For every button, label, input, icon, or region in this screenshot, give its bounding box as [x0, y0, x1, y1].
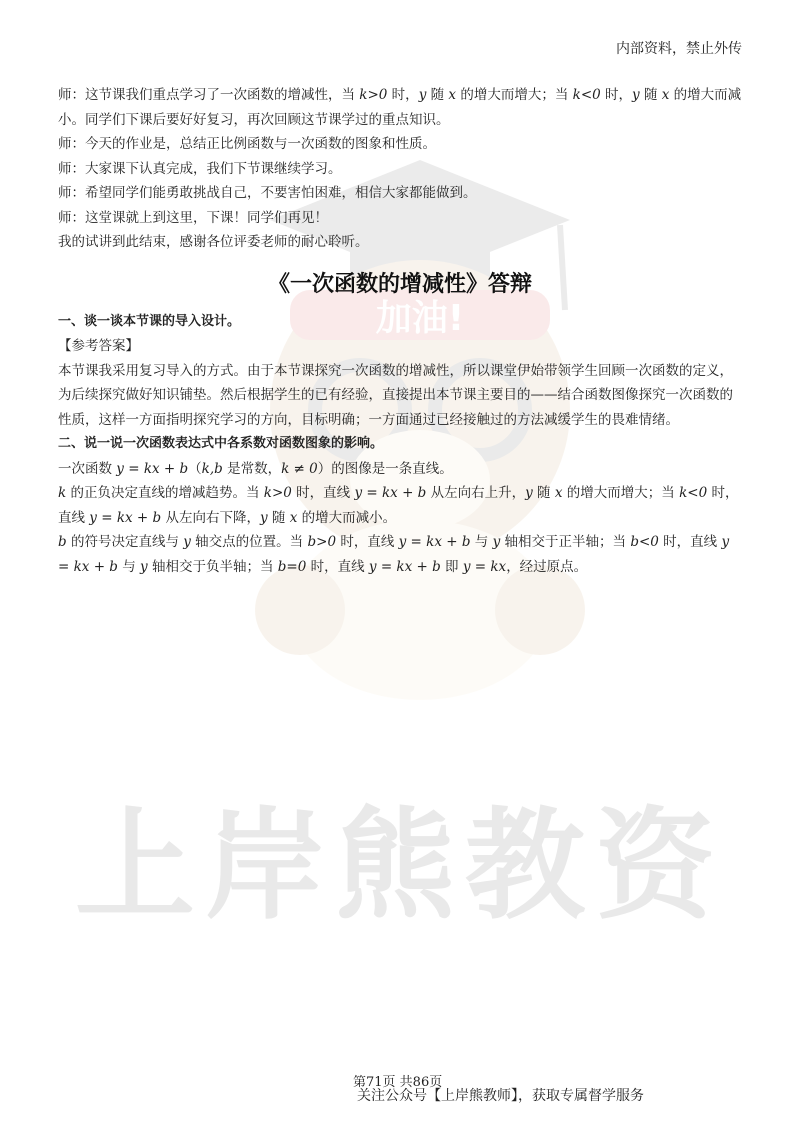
question-2: 二、说一说一次函数表达式中各系数对函数图象的影响。 — [58, 436, 384, 451]
lecture-paragraph-4: 师：希望同学们能勇敢挑战自己，不要害怕困难，相信大家都能做到。 — [58, 185, 477, 201]
confidential-notice: 内部资料，禁止外传 — [616, 41, 742, 57]
lecture-paragraph-2: 师：今天的作业是，总结正比例函数与一次函数的图象和性质。 — [58, 136, 436, 152]
brand-watermark-text: 上岸熊教资 — [75, 797, 725, 936]
lecture-paragraph-3: 师：大家课下认真完成，我们下节课继续学习。 — [58, 160, 342, 177]
answer-2-line-1: 一次函数 y = kx + b（k,b 是常数，k ≠ 0）的图像是一条直线。 — [58, 460, 453, 477]
answer-1: 本节课我采用复习导入的方式。由于本节课探究一次函数的增减性，所以课堂伊始带领学生回顾一次函数的定义，为后续探究做好知识铺垫。然后根据学生的已有经验，直接提出本节课主要目的——结合函数图像探究一次函数的性质，这样一方面指明探究学习的方向，目标明确；一方面通过已经接触过的方法减缓学生的畏难情绪。 — [58, 362, 733, 428]
answer-2-b-effect: b 的符号决定直线与 y 轴交点的位置。当 b>0 时，直线 y = kx + b 与 y 轴相交于正半轴；当 b<0 时，直线 y = kx + b 与 y 轴相交于负半轴；当 b=0 时，直线 y = kx + b 即 y = kx，经过原点。 — [58, 534, 730, 575]
question-1: 一、谈一谈本节课的导入设计。 — [58, 313, 241, 329]
lecture-paragraph-5: 师：这堂课就上到这里，下课！同学们再见！ — [58, 209, 328, 226]
reference-answer-label: 【参考答案】 — [58, 338, 139, 354]
svg-text:加油!: 加油! — [375, 298, 465, 339]
answer-2-k-effect: k 的正负决定直线的增减趋势。当 k>0 时，直线 y = kx + b 从左向右上升，y 随 x 的增大而增大；当 k<0 时，直线 y = kx + b 从左向右下降，y 随 x 的增大而减小。 — [58, 485, 739, 526]
lecture-paragraph-6: 我的试讲到此结束，感谢各位评委老师的耐心聆听。 — [58, 234, 369, 250]
page-content — [58, 83, 742, 579]
page-number: 第71页 共86页 — [353, 1075, 443, 1090]
footer-promo: 关注公众号【上岸熊教师】，获取专属督学服务 — [357, 1088, 644, 1104]
lecture-paragraph-1: 师：这节课我们重点学习了一次函数的增减性，当 k>0 时，y 随 x 的增大而增大；当 k<0 时，y 随 x 的增大而减小。同学们下课后要好好复习，再次回顾这节课学过的重点知识。 — [58, 87, 742, 128]
defense-title: 《一次函数的增减性》答辩 — [267, 270, 532, 297]
